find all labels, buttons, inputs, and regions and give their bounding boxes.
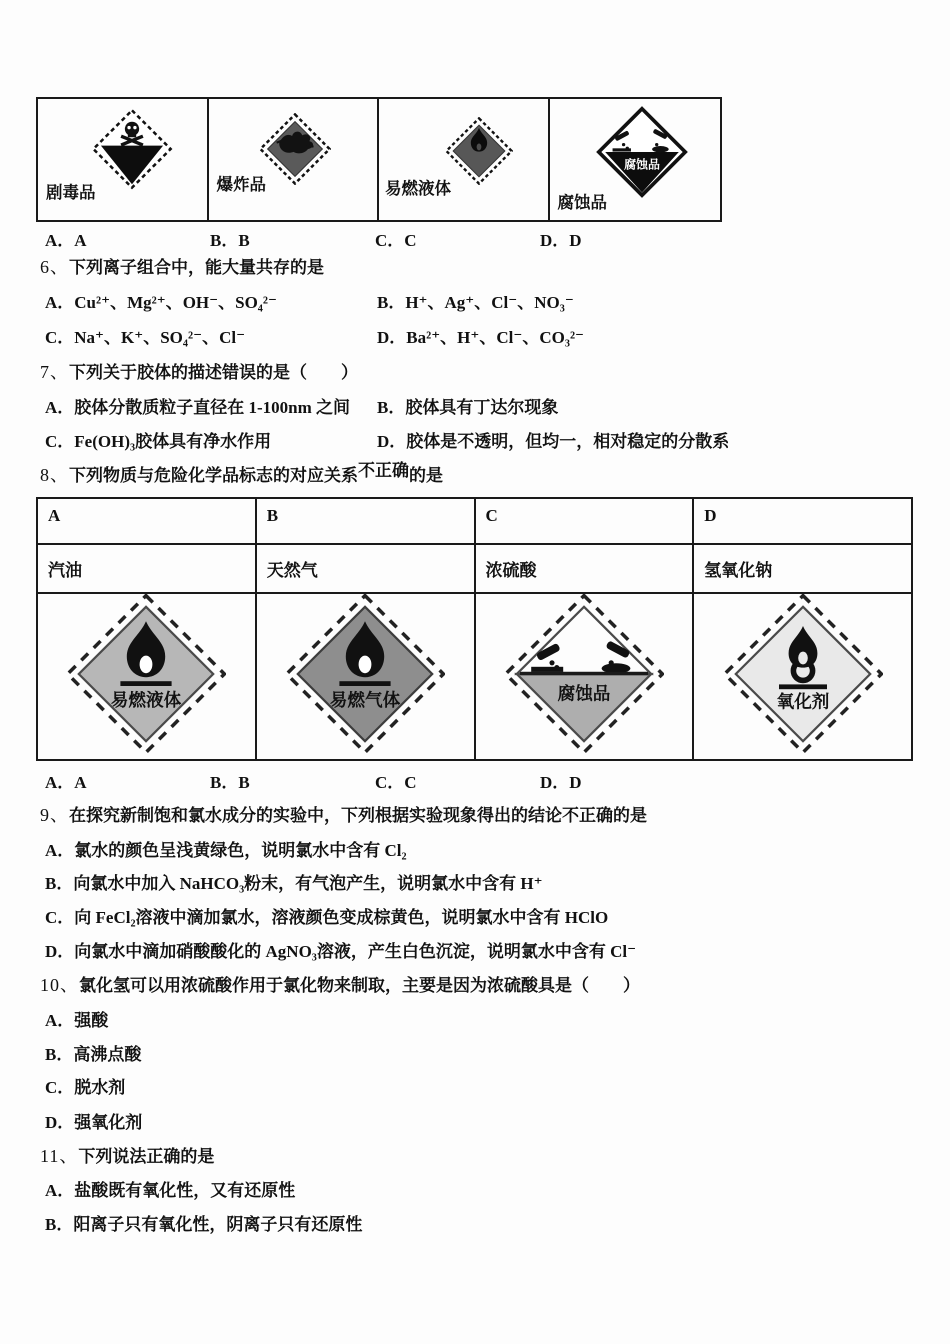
hazard-cell-label: 易燃液体: [385, 179, 451, 198]
option-b: B．H⁺、Ag⁺、Cl⁻、NO₃⁻: [377, 293, 574, 312]
explosive-hazard-icon: [259, 113, 331, 185]
question-10-option-c: C．脱水剂: [45, 1078, 126, 1097]
answer-option-d: D．D: [540, 773, 582, 792]
option-d: D．Ba²⁺、H⁺、Cl⁻、CO₃²⁻: [377, 328, 585, 347]
table-symbol-row: [37, 593, 912, 760]
answer-option-c: C．C: [375, 773, 417, 792]
sign-label: 易燃液体: [111, 690, 182, 710]
hazard-cell-label: 腐蚀品: [557, 193, 607, 212]
header-c: C: [475, 498, 694, 544]
emphasis-incorrect: 不正确: [358, 461, 409, 480]
hazard-cell-explosive: [209, 99, 380, 220]
hazard-cell-flammable-liquid: [379, 99, 550, 220]
question-number: 10、: [40, 975, 79, 995]
table-header-row: [37, 498, 912, 544]
question-8-table: [36, 497, 913, 761]
question-9-option-b: B．向氯水中加入 NaHCO₃粉末，有气泡产生，说明氯水中含有 H⁺: [45, 874, 543, 893]
question-11-option-a: A．盐酸既有氧化性，又有还原性: [45, 1181, 296, 1200]
question-6-stem: 6、下列离子组合中，能大量共存的是: [40, 257, 324, 277]
option-c: C．Fe(OH)₃胶体具有净水作用: [45, 432, 272, 451]
substance-gasoline: 汽油: [37, 544, 256, 593]
question-9-option-d: D．向氯水中滴加硝酸酸化的 AgNO₃溶液，产生白色沉淀，说明氯水中含有 Cl⁻: [45, 942, 637, 961]
question-7-stem: 7、下列关于胶体的描述错误的是（ ）: [40, 362, 358, 382]
option-a: A．胶体分散质粒子直径在 1-100nm 之间: [45, 398, 351, 417]
hazard-cell-label: 爆炸品: [216, 175, 266, 194]
question-11-stem: 11、下列说法正确的是: [40, 1146, 215, 1166]
header-b: B: [256, 498, 475, 544]
oxidizer-sign-icon: [723, 594, 883, 754]
option-c: C．Na⁺、K⁺、SO₄²⁻、Cl⁻: [45, 328, 246, 347]
question-10-option-b: B．高沸点酸: [45, 1045, 142, 1064]
header-a: A: [37, 498, 256, 544]
table-substance-row: [37, 544, 912, 593]
question-9-option-a: A．氯水的颜色呈浅黄绿色，说明氯水中含有 Cl₂: [45, 841, 407, 860]
option-d: D．胶体是不透明，但均一，相对稳定的分散系: [377, 432, 730, 451]
corrosive-hazard-icon: [596, 106, 688, 198]
answer-row-q8: [45, 768, 705, 793]
hazard-cell-corrosive: [550, 99, 720, 220]
answer-option-b: B．B: [210, 231, 250, 250]
question-10-option-d: D．强氧化剂: [45, 1113, 143, 1132]
question-11-option-b: B．阳离子只有氧化性，阴离子只有还原性: [45, 1215, 363, 1234]
answer-option-d: D．D: [540, 231, 582, 250]
question-9-option-c: C．向 FeCl₂溶液中滴加氯水，溶液颜色变成棕黄色，说明氯水中含有 HClO: [45, 908, 609, 927]
substance-sodium-hydroxide: 氢氧化钠: [693, 544, 912, 593]
sign-label: 腐蚀品: [557, 683, 611, 704]
sign-label: 氧化剂: [776, 691, 830, 712]
question-9-stem: 9、在探究新制饱和氯水成分的实验中，下列根据实验现象得出的结论不正确的是: [40, 805, 647, 825]
question-number: 9、: [40, 805, 69, 825]
question-7-options-row-1: [45, 393, 558, 418]
question-10-option-a: A．强酸: [45, 1011, 109, 1030]
substance-sulfuric-acid: 浓硫酸: [475, 544, 694, 593]
question-6-options-row-2: [45, 323, 584, 348]
question-number: 6、: [40, 257, 69, 277]
hazard-symbol-options-table: [36, 97, 722, 222]
toxic-hazard-icon: [90, 107, 174, 191]
flammable-liquid-sign-icon: [66, 594, 226, 754]
flammable-liquid-hazard-icon: [445, 117, 513, 185]
flammable-gas-sign-icon: [285, 594, 445, 754]
header-d: D: [693, 498, 912, 544]
sign-label: 易燃气体: [329, 690, 401, 710]
hazard-cell-toxic: [38, 99, 209, 220]
question-7-options-row-2: [45, 427, 729, 452]
question-10-stem: 10、氯化氢可以用浓硫酸作用于氯化物来制取，主要是因为浓硫酸具是（ ）: [40, 975, 640, 995]
question-8-stem: 8、下列物质与危险化学品标志的对应关系不正确的是: [40, 461, 443, 485]
option-a: A．Cu²⁺、Mg²⁺、OH⁻、SO₄²⁻: [45, 293, 277, 312]
question-number: 8、: [40, 465, 69, 485]
answer-option-a: A．A: [45, 231, 87, 250]
corrosive-icon-text: 腐蚀品: [623, 157, 660, 172]
question-6-options-row-1: [45, 288, 574, 313]
question-number: 11、: [40, 1146, 79, 1166]
hazard-cell-label: 剧毒品: [46, 183, 96, 202]
answer-option-b: B．B: [210, 773, 250, 792]
answer-option-c: C．C: [375, 231, 417, 250]
answer-option-a: A．A: [45, 773, 87, 792]
option-b: B．胶体具有丁达尔现象: [377, 398, 559, 417]
corrosive-sign-icon: [504, 594, 664, 754]
substance-natural-gas: 天然气: [256, 544, 475, 593]
answer-row-top: [45, 226, 705, 251]
question-number: 7、: [40, 362, 69, 382]
